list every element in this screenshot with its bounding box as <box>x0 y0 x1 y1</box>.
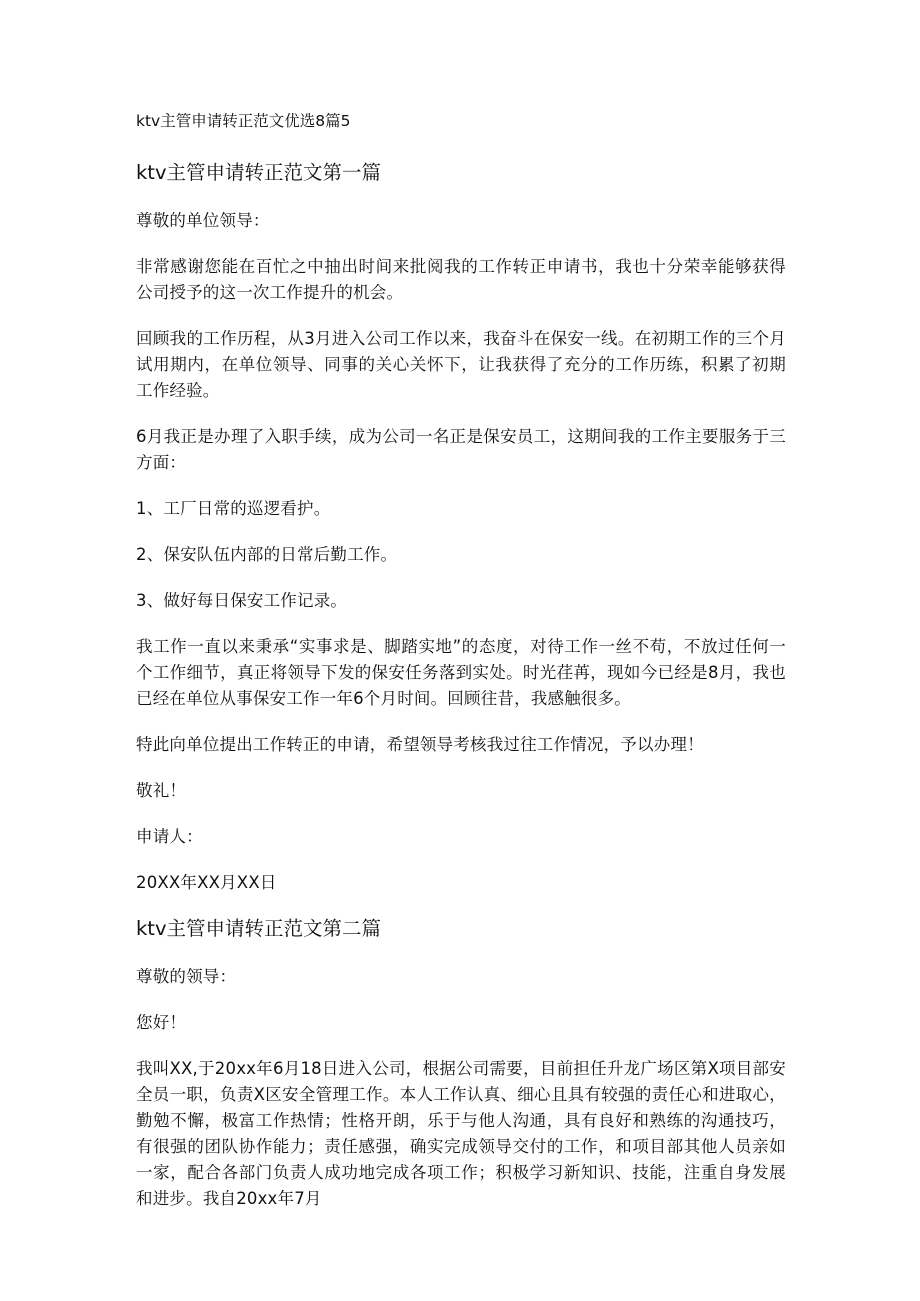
paragraph: 非常感谢您能在百忙之中抽出时间来批阅我的工作转正申请书，我也十分荣幸能够获得公司授予的这一次工作提升的机会。 <box>136 257 786 302</box>
section-heading: ktv主管申请转正范文第二篇 <box>136 917 381 940</box>
salutation: 尊敬的单位领导： <box>136 211 270 230</box>
section-1 <box>136 160 786 896</box>
list-item: 3、做好每日保安工作记录。 <box>136 591 348 610</box>
list-item: 2、保安队伍内部的日常后勤工作。 <box>136 545 398 564</box>
section-2 <box>136 916 786 1212</box>
document-page <box>136 110 786 1232</box>
paragraph: 6月我正是办理了入职手续，成为公司一名正是保安员工，这期间我的工作主要服务于三方面： <box>136 427 786 472</box>
greeting: 您好！ <box>136 1013 187 1032</box>
paragraph: 回顾我的工作历程，从3月进入公司工作以来，我奋斗在保安一线。在初期工作的三个月试用期内，在单位领导、同事的关心关怀下，让我获得了充分的工作历练，积累了初期工作经验。 <box>136 329 786 400</box>
closing: 敬礼！ <box>136 781 187 800</box>
paragraph: 我工作一直以来秉承“实事求是、脚踏实地”的态度，对待工作一丝不苟，不放过任何一个工作细节，真正将领导下发的保安任务落到实处。时光荏苒，现如今已经是8月，我也已经在单位从事保安工作一年6个月时间。回顾往昔，我感触很多。 <box>136 637 786 708</box>
document-title: ktv主管申请转正范文优选8篇5 <box>136 112 351 130</box>
date-line: 20XX年XX月XX日 <box>136 873 277 892</box>
applicant-label: 申请人： <box>136 827 203 846</box>
section-heading: ktv主管申请转正范文第一篇 <box>136 161 381 184</box>
salutation: 尊敬的领导： <box>136 967 237 986</box>
paragraph: 特此向单位提出工作转正的申请，希望领导考核我过往工作情况，予以办理！ <box>136 735 704 754</box>
paragraph: 我叫XX,于20xx年6月18日进入公司，根据公司需要，目前担任升龙广场区第X项目部安全员一职，负责X区安全管理工作。本人工作认真、细心且具有较强的责任心和进取心，勤勉不懈，极富工作热情；性格开朗，乐于与他人沟通，具有良好和熟练的沟通技巧，有很强的团队协作能力；责任感强，确实完成领导交付的工作，和项目部其他人员亲如一家，配合各部门负责人成功地完成各项工作；积极学习新知识、技能，注重自身发展和进步。我自20xx年7月 <box>136 1059 786 1208</box>
list-item: 1、工厂日常的巡逻看护。 <box>136 499 331 518</box>
